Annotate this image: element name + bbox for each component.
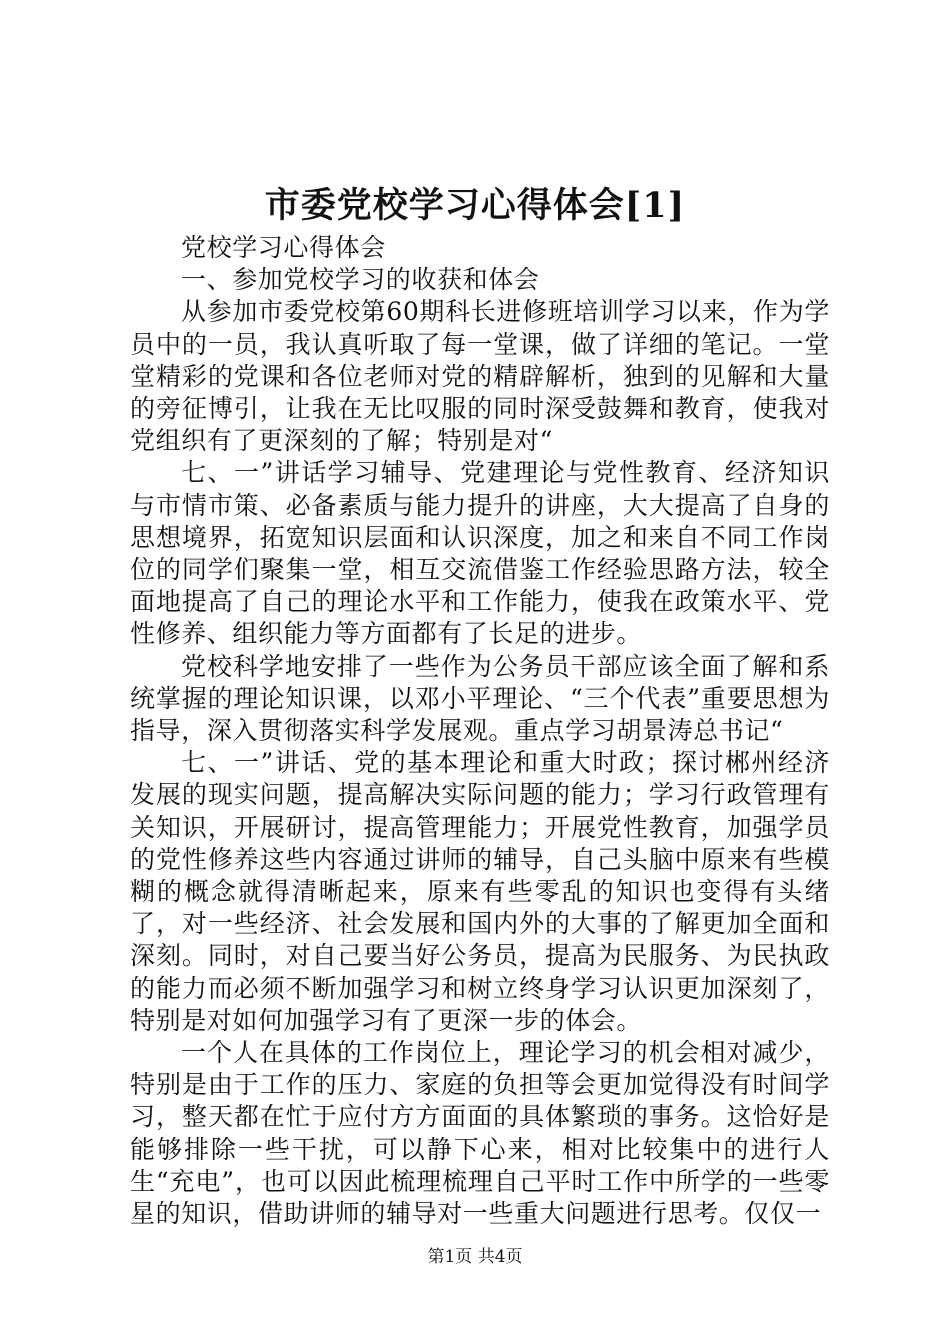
paragraph: 一、参加党校学习的收获和体会	[181, 265, 540, 295]
paragraph: 从参加市委党校第60期科长进修班培训学习以来，作为学员中的一员，我认真听取了每一堂课，做了详细的笔记。一堂堂精彩的党课和各位老师对党的精辟解析，独到的见解和大量的旁征博引，让我在无比叹服的同时深受鼓舞和教育，使我对党组织有了更深刻的了解；特别是对“	[130, 297, 830, 456]
document-body	[130, 232, 830, 1230]
paragraph: 党校学习心得体会	[181, 233, 386, 262]
paragraph: 党校科学地安排了一些作为公务员干部应该全面了解和系统掌握的理论知识课，以邓小平理论、“三个代表”重要思想为指导，深入贯彻落实科学发展观。重点学习胡景涛总书记“	[130, 651, 830, 746]
paragraph: 七、一”讲话学习辅导、党建理论与党性教育、经济知识与市情市策、必备素质与能力提升的讲座，大大提高了自身的思想境界，拓宽知识层面和认识深度，加之和来自不同工作岗位的同学们聚集一堂，相互交流借鉴工作经验思路方法，较全面地提高了自己的理论水平和工作能力，使我在政策水平、党性修养、组织能力等方面都有了长足的进步。	[130, 458, 830, 649]
paragraph: 七、一”讲话、党的基本理论和重大时政；探讨郴州经济发展的现实问题，提高解决实际问题的能力；学习行政管理有关知识，开展研讨，提高管理能力；开展党性教育，加强学员的党性修养这些内容通过讲师的辅导，自己头脑中原来有些模糊的概念就得清晰起来，原来有些零乱的知识也变得有头绪了，对一些经济、社会发展和国内外的大事的了解更加全面和深刻。同时，对自己要当好公务员，提高为民服务、为民执政的能力而必须不断加强学习和树立终身学习认识更加深刻了，特别是对如何加强学习有了更深一步的体会。	[130, 748, 830, 1035]
page-number: 第1页 共4页	[427, 1247, 523, 1267]
page-title: 市委党校学习心得体会[1]	[264, 185, 686, 226]
paragraph: 一个人在具体的工作岗位上，理论学习的机会相对减少，特别是由于工作的压力、家庭的负担等会更加觉得没有时间学习，整天都在忙于应付方方面面的具体繁琐的事务。这恰好是能够排除一些干扰，可以静下心来，相对比较集中的进行人生“充电”，也可以因此梳理梳理自己平时工作中所学的一些零星的知识，借助讲师的辅导对一些重大问题进行思考。仅仅一	[130, 1038, 830, 1229]
